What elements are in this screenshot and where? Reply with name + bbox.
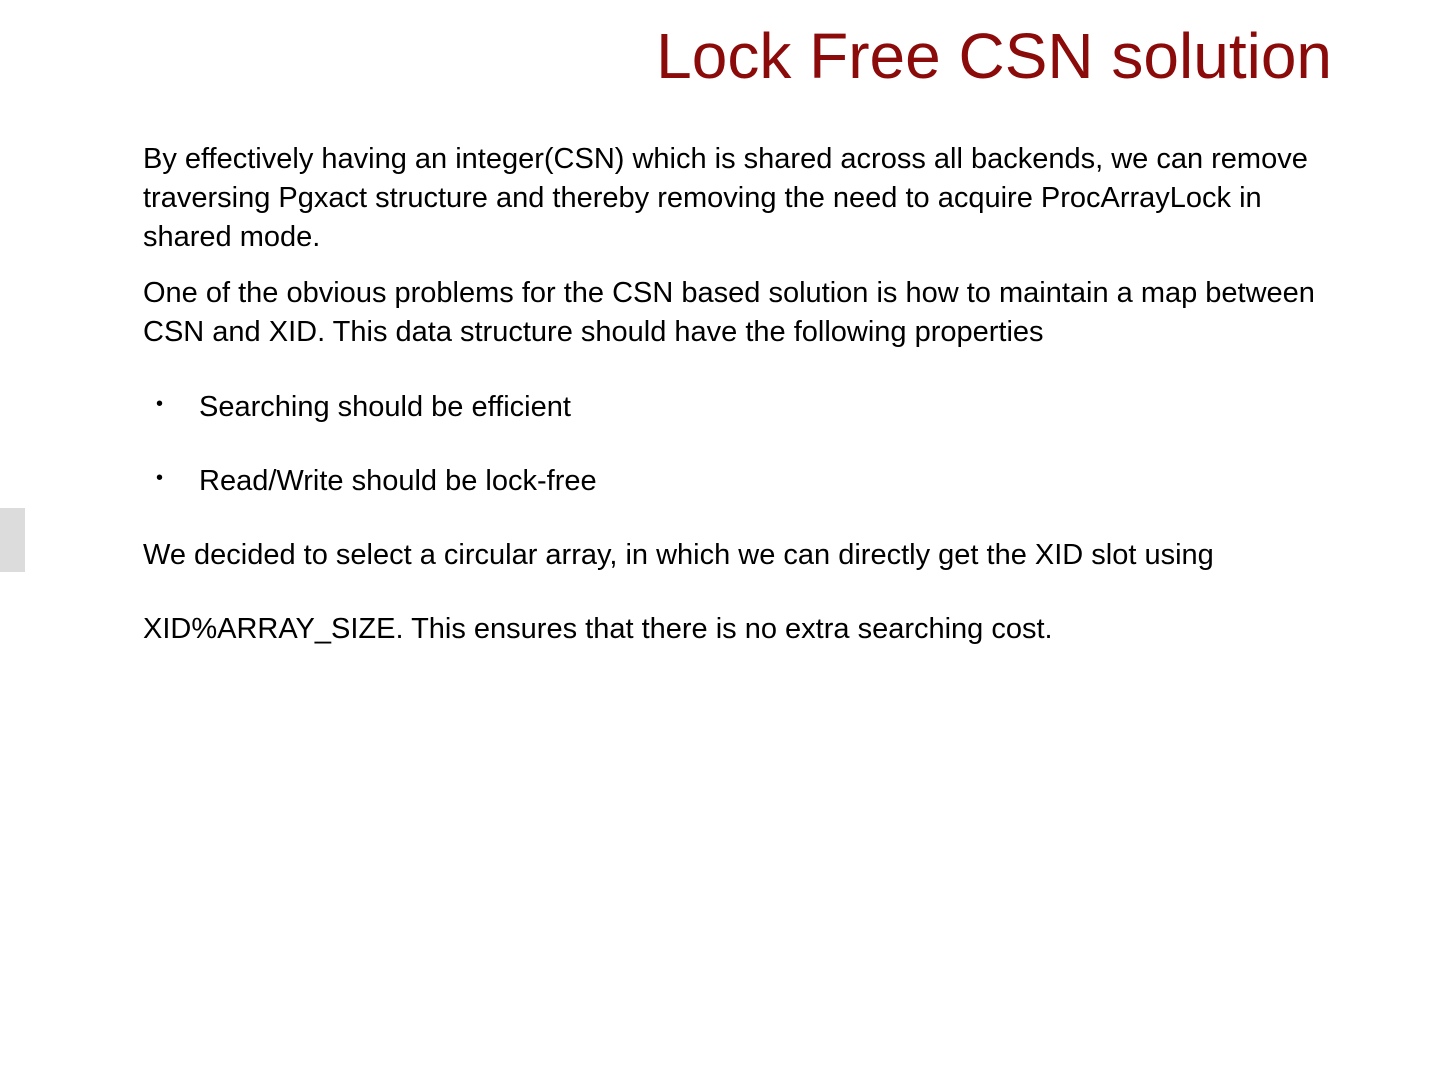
side-scroll-handle[interactable]: [0, 508, 25, 572]
bullet-text: Read/Write should be lock-free: [199, 465, 597, 497]
bullet-item: [143, 462, 1323, 504]
bullet-dot-icon: •: [156, 467, 164, 489]
bullet-text: Searching should be efficient: [199, 391, 571, 423]
slide-title: Lock Free CSN solution: [656, 20, 1332, 92]
paragraph-decision: We decided to select a circular array, in which we can directly get the XID slot using: [143, 539, 1214, 571]
paragraph-problem: One of the obvious problems for the CSN based solution is how to maintain a map between CSN and XID. This data structure should have the following properties: [143, 277, 1315, 348]
paragraph-cost: XID%ARRAY_SIZE. This ensures that there is no extra searching cost.: [143, 613, 1053, 645]
bullet-item: [143, 388, 1323, 430]
paragraph-intro: By effectively having an integer(CSN) which is shared across all backends, we can remove traversing Pgxact structure and thereby removing the need to acquire ProcArrayLock in shared mode.: [143, 143, 1308, 253]
bullet-dot-icon: •: [156, 393, 164, 415]
